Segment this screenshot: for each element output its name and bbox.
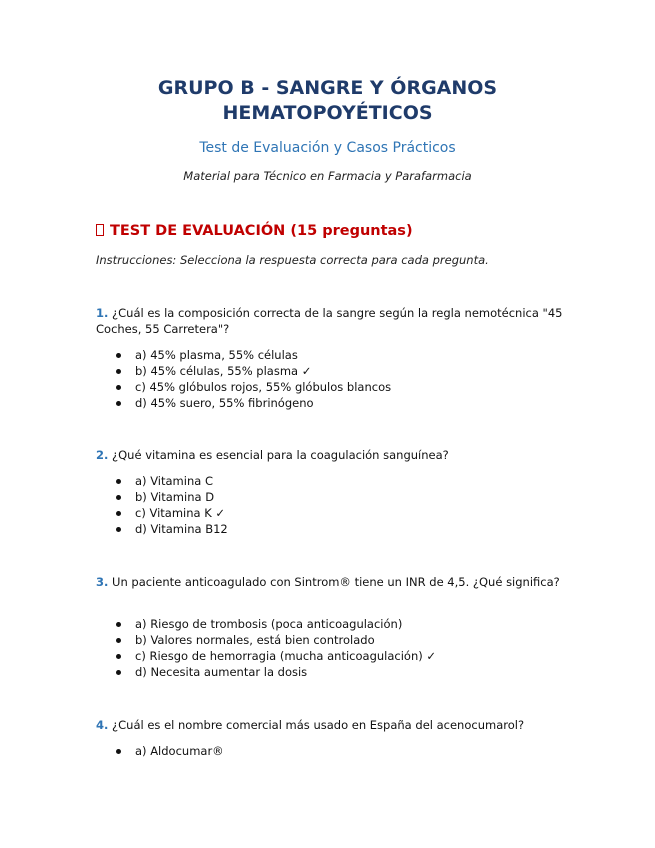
question-number: 1. <box>96 306 109 320</box>
option-item <box>96 473 566 489</box>
material-note: Material para Técnico en Farmacia y Parafarmacia <box>183 169 472 183</box>
test-section-heading <box>96 221 413 241</box>
bullet-icon <box>116 654 121 659</box>
question-2 <box>96 447 566 463</box>
question-number: 2. <box>96 448 109 462</box>
option-item <box>96 743 566 759</box>
question-2-options <box>96 473 566 537</box>
option-item <box>96 363 566 379</box>
bullet-icon <box>116 479 121 484</box>
option-text: b) Valores normales, está bien controlado <box>135 633 375 647</box>
bullet-icon <box>116 495 121 500</box>
bullet-icon <box>116 385 121 390</box>
option-item <box>96 521 566 537</box>
bullet-icon <box>116 749 121 754</box>
question-number: 3. <box>96 575 109 589</box>
title-line-2: HEMATOPOYÉTICOS <box>222 102 433 124</box>
title-line-1: GRUPO B - SANGRE Y ÓRGANOS <box>157 77 498 99</box>
option-item <box>96 379 566 395</box>
option-item <box>96 616 566 632</box>
document-icon <box>96 224 104 236</box>
question-number: 4. <box>96 718 109 732</box>
test-heading-text: TEST DE EVALUACIÓN (15 preguntas) <box>110 223 413 239</box>
bullet-icon <box>116 369 121 374</box>
option-text: c) Vitamina K ✓ <box>135 506 226 520</box>
document-title <box>60 76 595 126</box>
option-text: b) 45% células, 55% plasma ✓ <box>135 364 312 378</box>
question-1-options <box>96 347 566 411</box>
question-3-options <box>96 616 566 680</box>
question-text: ¿Cuál es la composición correcta de la sangre según la regla nemotécnica "45 Coches, 55 Carretera"? <box>96 306 563 336</box>
bullet-icon <box>116 401 121 406</box>
question-4-options <box>96 743 566 759</box>
bullet-icon <box>116 511 121 516</box>
option-item <box>96 664 566 680</box>
option-item <box>96 632 566 648</box>
option-item <box>96 395 566 411</box>
option-text: d) Necesita aumentar la dosis <box>135 665 308 679</box>
question-1 <box>96 305 566 337</box>
option-text: a) Aldocumar® <box>135 744 224 758</box>
option-item <box>96 347 566 363</box>
test-instructions: Instrucciones: Selecciona la respuesta correcta para cada pregunta. <box>96 253 489 267</box>
option-item <box>96 489 566 505</box>
option-text: c) Riesgo de hemorragia (mucha anticoagulación) ✓ <box>135 649 437 663</box>
bullet-icon <box>116 638 121 643</box>
question-text: Un paciente anticoagulado con Sintrom® tiene un INR de 4,5. ¿Qué significa? <box>112 575 560 589</box>
question-3 <box>96 574 566 590</box>
option-text: d) Vitamina B12 <box>135 522 228 536</box>
bullet-icon <box>116 622 121 627</box>
option-text: a) Riesgo de trombosis (poca anticoagulación) <box>135 617 403 631</box>
bullet-icon <box>116 353 121 358</box>
option-item <box>96 505 566 521</box>
option-item <box>96 648 566 664</box>
option-text: c) 45% glóbulos rojos, 55% glóbulos blancos <box>135 380 392 394</box>
option-text: b) Vitamina D <box>135 490 215 504</box>
question-4 <box>96 717 566 733</box>
bullet-icon <box>116 527 121 532</box>
option-text: a) 45% plasma, 55% células <box>135 348 298 362</box>
option-text: a) Vitamina C <box>135 474 213 488</box>
question-text: ¿Qué vitamina es esencial para la coagulación sanguínea? <box>112 448 449 462</box>
document-subtitle: Test de Evaluación y Casos Prácticos <box>199 140 456 156</box>
question-text: ¿Cuál es el nombre comercial más usado en España del acenocumarol? <box>112 718 525 732</box>
bullet-icon <box>116 670 121 675</box>
option-text: d) 45% suero, 55% fibrinógeno <box>135 396 314 410</box>
